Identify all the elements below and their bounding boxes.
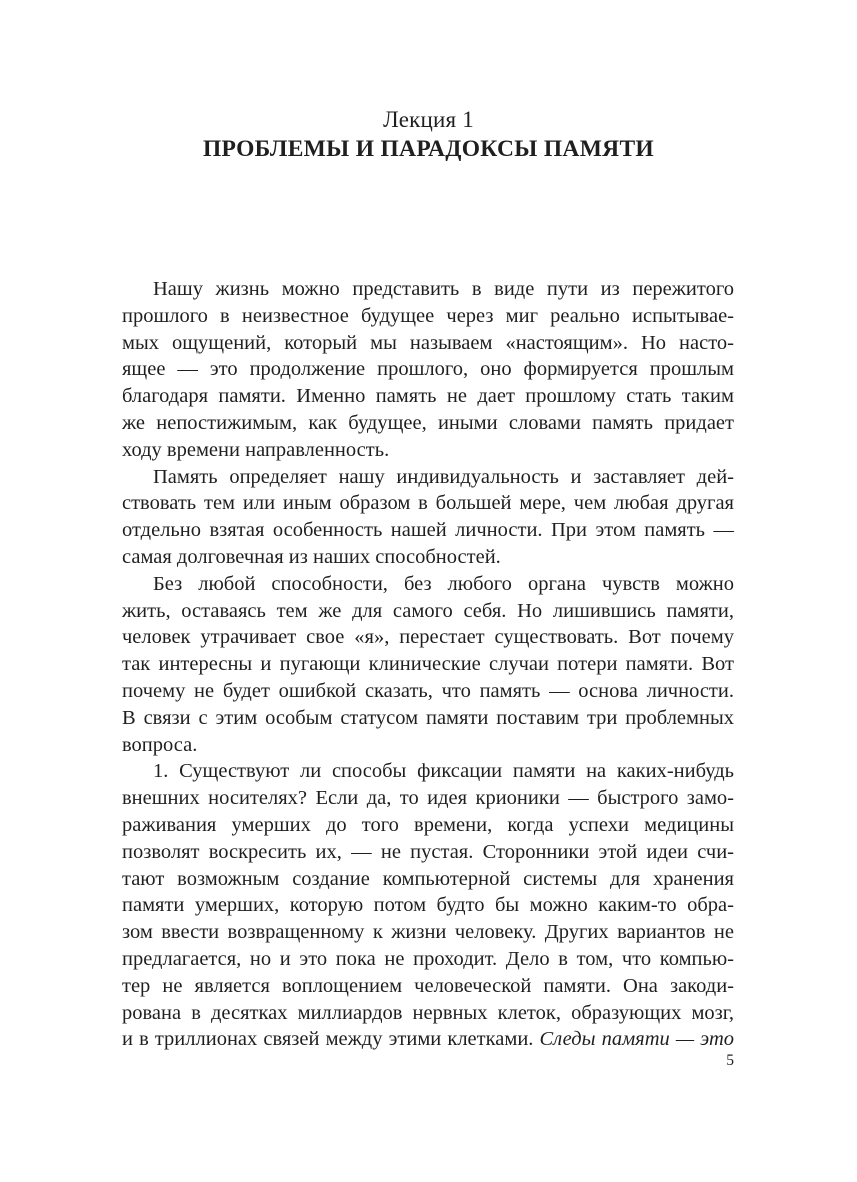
text-line-content: Без любой способности, без любого органа чувств можно — [153, 572, 734, 595]
text-line — [122, 410, 734, 437]
text-line-content: человек утрачивает свое «я», перестает существовать. Вот почему — [122, 626, 734, 649]
text-line-content: тают возможным создание компьютерной системы для хранения — [122, 867, 734, 890]
text-line-content: зом ввести возвращенному к жизни человеку. Других вариантов не — [122, 921, 734, 944]
text-line — [122, 330, 734, 357]
text-line-content: мых ощущений, который мы называем «настоящим». Но насто- — [122, 331, 734, 354]
text-line — [122, 624, 734, 651]
text-line — [122, 946, 734, 973]
text-line-content: внешних носителях? Если да, то идея крионики — быстрого замо- — [122, 787, 734, 810]
text-line-content: и в триллионах связей между этими клетками. — [122, 1028, 534, 1051]
text-line — [122, 866, 734, 893]
lecture-label: Лекция 1 — [383, 107, 474, 132]
text-line — [122, 276, 734, 303]
text-line-content: раживания умерших до того времени, когда успехи медицины — [122, 813, 734, 836]
text-line — [122, 651, 734, 678]
text-line-content: почему не будет ошибкой сказать, что память — основа личности. — [122, 679, 734, 702]
text-line — [122, 437, 734, 464]
text-line — [122, 544, 734, 571]
text-line-content: самая долговечная из наших способностей. — [122, 545, 501, 568]
text-line-content: предлагается, но и это пока не проходит. Дело в том, что компью- — [122, 947, 734, 970]
page-number: 5 — [726, 1052, 734, 1069]
text-line-content: благодаря памяти. Именно память не дает прошлому стать таким — [122, 385, 734, 408]
text-line — [122, 356, 734, 383]
text-line — [122, 517, 734, 544]
text-line — [122, 598, 734, 625]
chapter-title: ПРОБЛЕМЫ И ПАРАДОКСЫ ПАМЯТИ — [202, 136, 655, 162]
text-line-content: отдельно взятая особенность нашей личности. При этом память — — [122, 519, 734, 542]
text-line — [122, 303, 734, 330]
text-line-content: рована в десятках миллиардов нервных клеток, образующих мозг, — [122, 1001, 734, 1024]
text-line-content: В связи с этим особым статусом памяти поставим три проблемных — [122, 706, 734, 729]
text-line-content: Память определяет нашу индивидуальность и заставляет дей- — [153, 465, 734, 488]
text-line-content: памяти умерших, которую потом будто бы можно каким-то обра- — [122, 894, 734, 917]
italic-phrase: Следы памяти — это — [539, 1028, 735, 1051]
text-line-content: вопроса. — [122, 733, 198, 756]
text-line — [122, 678, 734, 705]
text-line — [122, 892, 734, 919]
text-line — [122, 1026, 734, 1053]
text-line-content: тер не является воплощением человеческой памяти. Она закоди- — [122, 974, 734, 997]
body-text — [122, 276, 734, 1053]
text-line-content: ходу времени направленность. — [122, 438, 390, 461]
text-line — [122, 785, 734, 812]
text-line-content: так интересны и пугающи клинические случаи потери памяти. Вот — [122, 653, 734, 676]
text-line-content: же непостижимым, как будущее, иными словами память придает — [122, 411, 734, 434]
text-line — [122, 973, 734, 1000]
text-line-content: ящее — это продолжение прошлого, оно формируется прошлым — [122, 358, 734, 381]
text-line — [122, 1000, 734, 1027]
text-line — [122, 919, 734, 946]
text-line — [122, 571, 734, 598]
text-line — [122, 383, 734, 410]
text-line-content: жить, оставаясь тем же для самого себя. Но лишившись памяти, — [122, 599, 734, 622]
text-line-content: Нашу жизнь можно представить в виде пути из пережитого — [153, 278, 734, 300]
text-line — [122, 758, 734, 785]
text-line — [122, 839, 734, 866]
text-line — [122, 732, 734, 759]
text-line-content: ствовать тем или иным образом в большей мере, чем любая другая — [122, 492, 734, 515]
text-line — [122, 812, 734, 839]
text-line — [122, 490, 734, 517]
text-line-content: 1. Существуют ли способы фиксации памяти на каких-нибудь — [153, 760, 734, 783]
text-line — [122, 464, 734, 491]
text-line-content: прошлого в неизвестное будущее через миг реально испытывае- — [122, 304, 734, 327]
text-line-content: позволят воскресить их, — не пустая. Сторонники этой идеи счи- — [122, 840, 734, 863]
text-line — [122, 705, 734, 732]
